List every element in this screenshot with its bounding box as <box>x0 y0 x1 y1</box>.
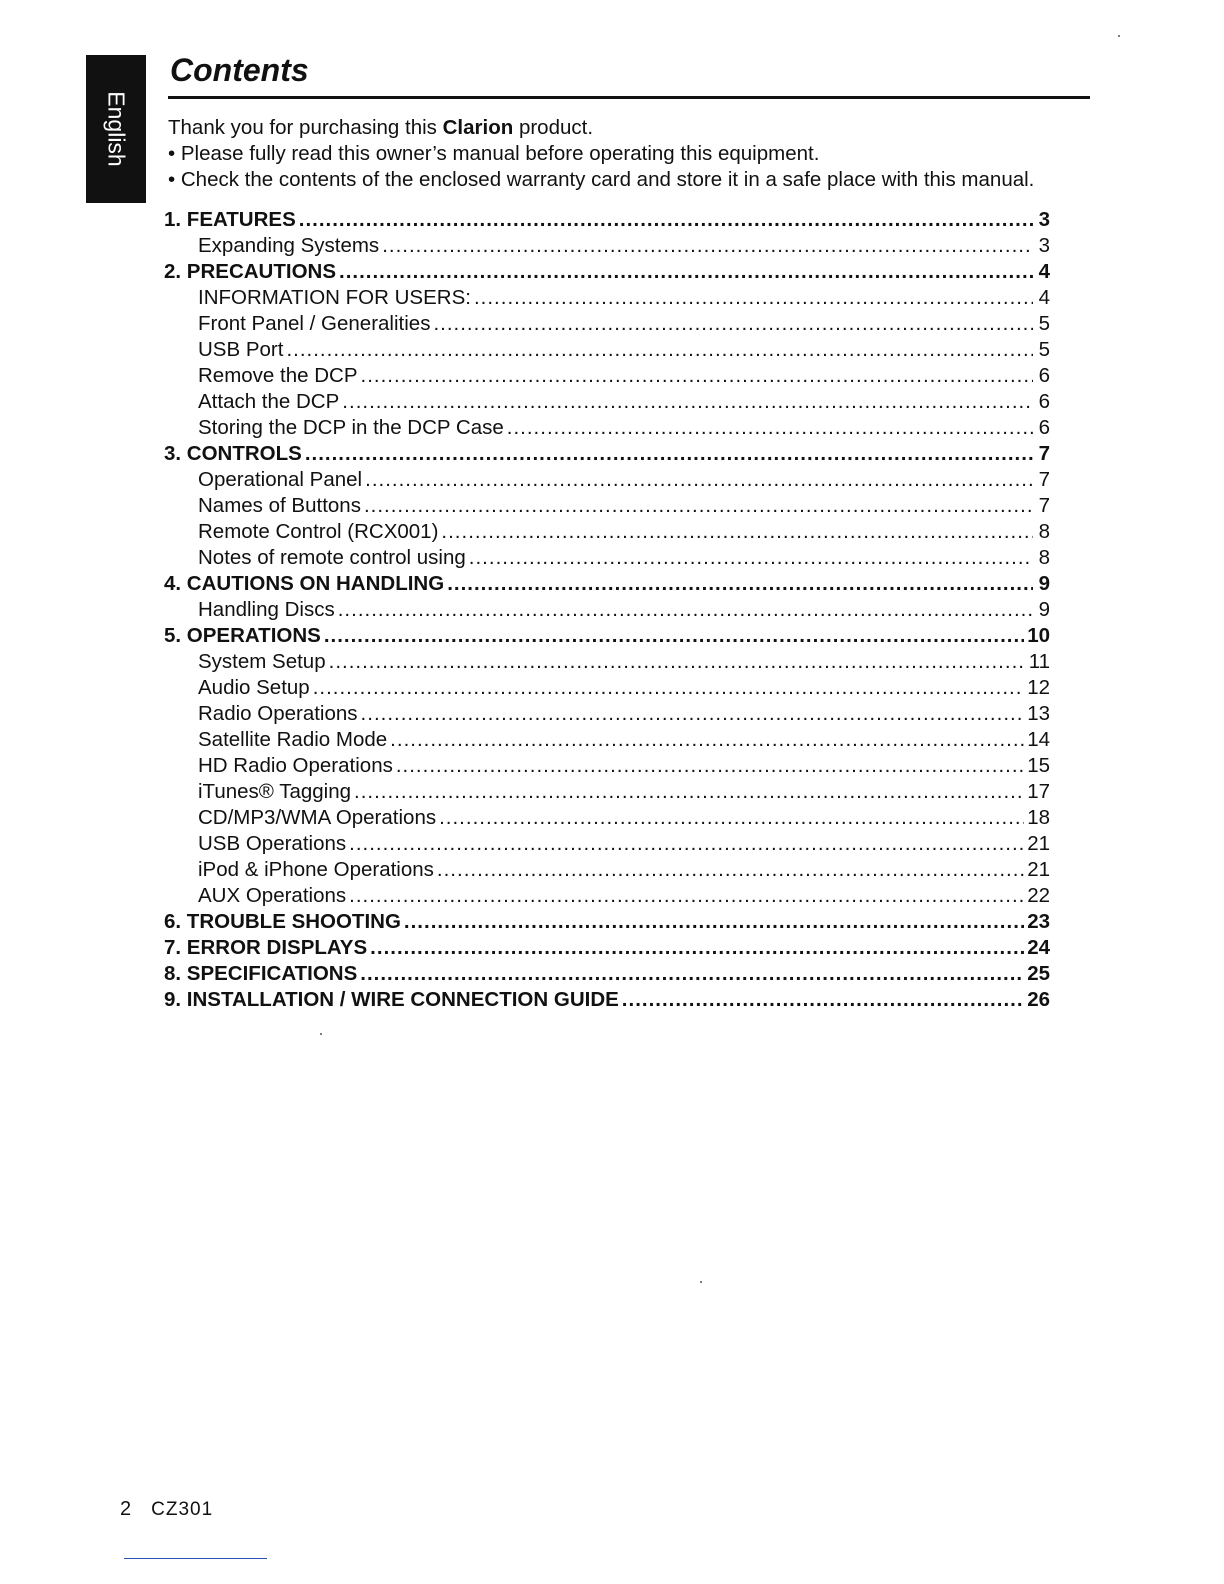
page-footer <box>120 1498 213 1521</box>
toc-entry-page: 9 <box>1038 572 1050 595</box>
toc-leader-dots <box>360 961 1024 987</box>
toc-entry-page: 13 <box>1027 702 1050 725</box>
toc-leader-dots <box>396 753 1024 779</box>
toc-entry <box>164 623 1050 649</box>
toc-entry-page: 14 <box>1027 728 1050 751</box>
toc-entry-label: 7. ERROR DISPLAYS <box>164 936 368 959</box>
toc-entry-label: 8. SPECIFICATIONS <box>164 962 358 985</box>
toc-entry-page: 7 <box>1038 494 1050 517</box>
toc-entry-label: INFORMATION FOR USERS: <box>198 286 471 309</box>
toc-entry-page: 6 <box>1038 416 1050 439</box>
toc-entry-page: 7 <box>1038 468 1050 491</box>
toc-leader-dots <box>447 571 1033 597</box>
toc-entry-label: USB Port <box>198 338 284 361</box>
toc-entry-label: Radio Operations <box>198 702 358 725</box>
toc-entry <box>164 441 1050 467</box>
toc-leader-dots <box>349 883 1024 909</box>
toc-entry-label: Satellite Radio Mode <box>198 728 388 751</box>
toc-entry-label: Attach the DCP <box>198 390 340 413</box>
toc-entry-page: 4 <box>1038 260 1050 283</box>
toc-entry-page: 24 <box>1027 936 1050 959</box>
toc-leader-dots <box>305 441 1033 467</box>
toc-leader-dots <box>469 545 1033 571</box>
thanks-before: Thank you for purchasing this <box>168 116 443 139</box>
scan-speck <box>700 1281 702 1283</box>
toc-leader-dots <box>299 207 1033 233</box>
toc-leader-dots <box>507 415 1033 441</box>
toc-leader-dots <box>437 857 1024 883</box>
toc-entry <box>164 727 1050 753</box>
toc-entry-page: 3 <box>1038 234 1050 257</box>
toc-entry <box>164 285 1050 311</box>
toc-entry-page: 5 <box>1038 312 1050 335</box>
toc-entry-label: Audio Setup <box>198 676 310 699</box>
toc-entry-label: iTunes® Tagging <box>198 780 352 803</box>
toc-entry-label: 3. CONTROLS <box>164 442 302 465</box>
toc-entry-page: 6 <box>1038 390 1050 413</box>
toc-leader-dots <box>441 519 1033 545</box>
toc-leader-dots <box>382 233 1033 259</box>
toc-entry-label: 2. PRECAUTIONS <box>164 260 336 283</box>
toc-entry-label: Expanding Systems <box>198 234 380 257</box>
footer-rule <box>124 1558 267 1559</box>
toc-entry <box>164 571 1050 597</box>
toc-leader-dots <box>342 389 1033 415</box>
toc-leader-dots <box>338 597 1033 623</box>
toc-entry-label: iPod & iPhone Operations <box>198 858 434 881</box>
toc-leader-dots <box>349 831 1024 857</box>
toc-entry <box>164 519 1050 545</box>
toc-entry-label: HD Radio Operations <box>198 754 393 777</box>
scan-speck <box>320 1033 322 1035</box>
toc-entry-label: Remove the DCP <box>198 364 358 387</box>
toc-leader-dots <box>390 727 1024 753</box>
toc-entry-label: 1. FEATURES <box>164 208 296 231</box>
language-tab-label: English <box>103 91 130 167</box>
model-name: CZ301 <box>151 1499 214 1520</box>
toc-leader-dots <box>313 675 1024 701</box>
toc-entry <box>164 337 1050 363</box>
toc-entry-label: Notes of remote control using <box>198 546 466 569</box>
toc-entry-page: 15 <box>1027 754 1050 777</box>
toc-entry-page: 5 <box>1038 338 1050 361</box>
toc-leader-dots <box>361 363 1033 389</box>
toc-entry-page: 12 <box>1027 676 1050 699</box>
toc-entry <box>164 363 1050 389</box>
thanks-line <box>168 115 1034 141</box>
toc-entry-label: USB Operations <box>198 832 347 855</box>
toc-entry <box>164 857 1050 883</box>
toc-leader-dots <box>354 779 1024 805</box>
toc-entry-label: 4. CAUTIONS ON HANDLING <box>164 572 445 595</box>
toc-leader-dots <box>439 805 1024 831</box>
toc-entry-page: 17 <box>1027 780 1050 803</box>
toc-leader-dots <box>370 935 1024 961</box>
toc-entry <box>164 493 1050 519</box>
toc-entry-label: Front Panel / Generalities <box>198 312 431 335</box>
toc-entry <box>164 233 1050 259</box>
toc-entry <box>164 987 1050 1013</box>
toc-entry <box>164 961 1050 987</box>
toc-entry <box>164 467 1050 493</box>
scan-speck <box>1118 35 1120 37</box>
toc-entry <box>164 831 1050 857</box>
table-of-contents <box>164 207 1050 1013</box>
toc-entry-page: 21 <box>1027 858 1050 881</box>
toc-entry <box>164 649 1050 675</box>
toc-leader-dots <box>433 311 1033 337</box>
toc-entry-label: Handling Discs <box>198 598 335 621</box>
toc-leader-dots <box>324 623 1024 649</box>
toc-entry <box>164 701 1050 727</box>
toc-leader-dots <box>474 285 1033 311</box>
toc-entry-page: 18 <box>1027 806 1050 829</box>
toc-entry <box>164 389 1050 415</box>
toc-entry <box>164 675 1050 701</box>
toc-entry-label: AUX Operations <box>198 884 347 907</box>
toc-entry-page: 4 <box>1038 286 1050 309</box>
toc-entry <box>164 935 1050 961</box>
toc-entry-page: 7 <box>1038 442 1050 465</box>
toc-leader-dots <box>286 337 1033 363</box>
toc-entry-page: 11 <box>1028 650 1050 673</box>
toc-entry <box>164 545 1050 571</box>
toc-entry-page: 10 <box>1027 624 1050 647</box>
toc-leader-dots <box>361 701 1025 727</box>
toc-entry-label: Remote Control (RCX001) <box>198 520 439 543</box>
toc-entry-page: 8 <box>1038 546 1050 569</box>
toc-entry-page: 26 <box>1027 988 1050 1011</box>
toc-entry <box>164 779 1050 805</box>
toc-entry-page: 9 <box>1038 598 1050 621</box>
toc-entry-page: 6 <box>1038 364 1050 387</box>
toc-entry-label: Names of Buttons <box>198 494 361 517</box>
toc-entry <box>164 883 1050 909</box>
toc-entry-label: Storing the DCP in the DCP Case <box>198 416 504 439</box>
toc-entry-page: 23 <box>1027 910 1050 933</box>
intro-bullet: • Please fully read this owner’s manual before operating this equipment. <box>168 142 820 165</box>
toc-entry-label: System Setup <box>198 650 326 673</box>
brand-name: Clarion <box>442 116 514 139</box>
toc-entry-page: 22 <box>1027 884 1050 907</box>
toc-entry <box>164 415 1050 441</box>
intro-bullet-text: Check the contents of the enclosed warranty card and store it in a safe place with this manual. <box>180 168 1035 191</box>
toc-leader-dots <box>365 467 1033 493</box>
toc-leader-dots <box>329 649 1026 675</box>
toc-leader-dots <box>364 493 1033 519</box>
toc-entry <box>164 259 1050 285</box>
intro-text <box>168 115 1034 193</box>
intro-bullet-text: Please fully read this owner’s manual before operating this equipment. <box>180 142 820 165</box>
title-underline <box>168 96 1090 99</box>
toc-entry <box>164 597 1050 623</box>
toc-entry <box>164 207 1050 233</box>
toc-leader-dots <box>404 909 1024 935</box>
toc-entry-page: 21 <box>1027 832 1050 855</box>
thanks-after: product. <box>513 116 594 139</box>
toc-entry-page: 8 <box>1038 520 1050 543</box>
page-number: 2 <box>120 1498 132 1520</box>
toc-leader-dots <box>339 259 1033 285</box>
toc-entry <box>164 909 1050 935</box>
toc-entry-label: Operational Panel <box>198 468 363 491</box>
toc-entry <box>164 753 1050 779</box>
toc-entry-label: 9. INSTALLATION / WIRE CONNECTION GUIDE <box>164 988 619 1011</box>
intro-bullet: • Check the contents of the enclosed warranty card and store it in a safe place with this manual. <box>168 168 1035 191</box>
toc-entry-label: 5. OPERATIONS <box>164 624 321 647</box>
toc-entry-page: 3 <box>1038 208 1050 231</box>
toc-entry-label: 6. TROUBLE SHOOTING <box>164 910 401 933</box>
page-title: Contents <box>170 52 309 88</box>
toc-entry <box>164 311 1050 337</box>
toc-leader-dots <box>622 987 1024 1013</box>
language-tab <box>86 55 146 203</box>
toc-entry-page: 25 <box>1027 962 1050 985</box>
toc-entry <box>164 805 1050 831</box>
toc-entry-label: CD/MP3/WMA Operations <box>198 806 437 829</box>
